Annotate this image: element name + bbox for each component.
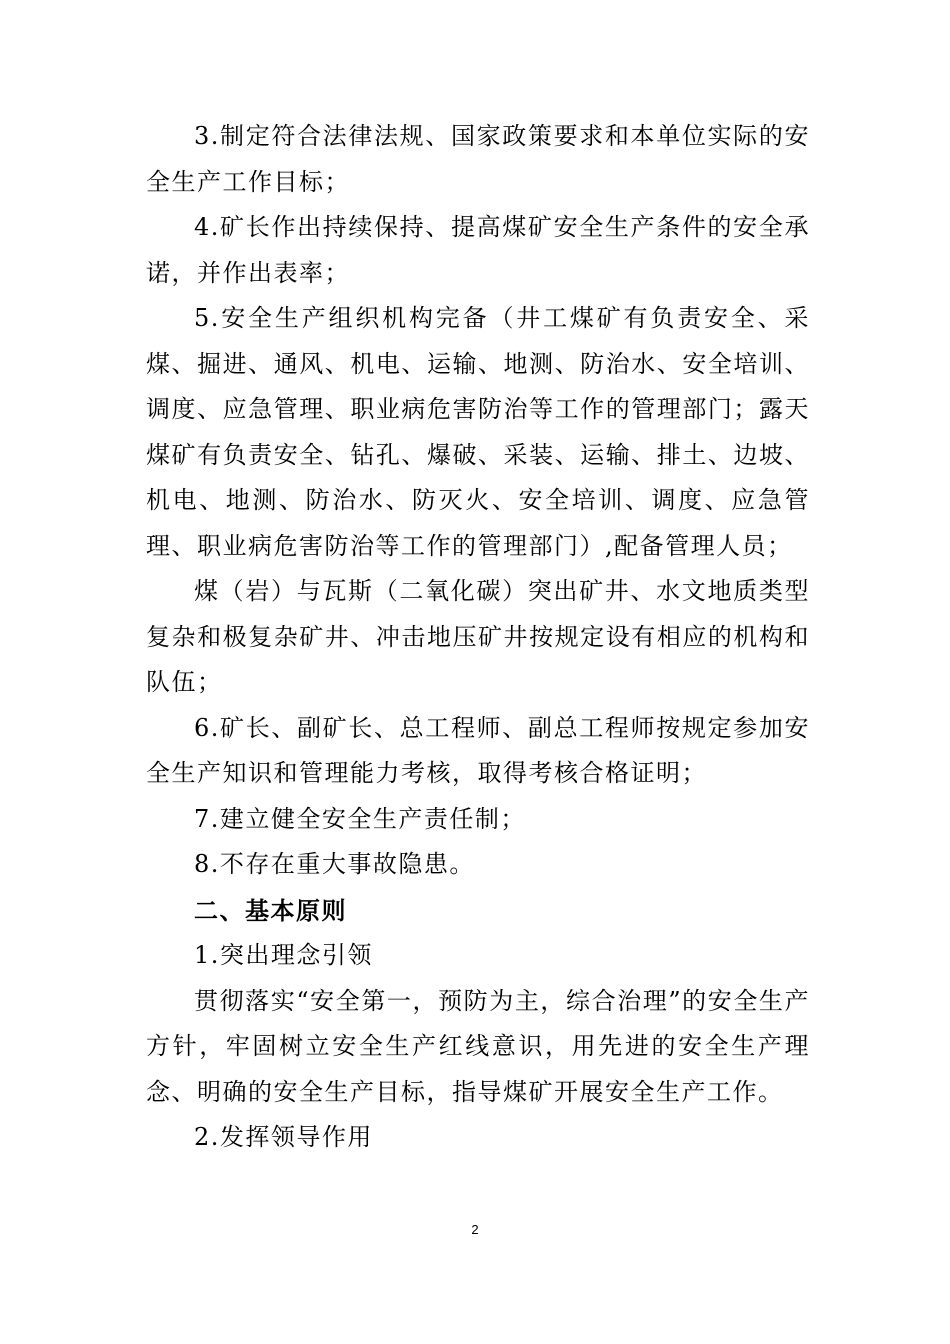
paragraph-item-6: 6.矿长、副矿长、总工程师、副总工程师按规定参加安全生产知识和管理能力考核，取得考核合格证明； [146, 713, 810, 787]
paragraph-item-8: 8.不存在重大事故隐患。 [194, 850, 475, 878]
document-body [146, 114, 810, 1161]
principle-2-title: 2.发挥领导作用 [194, 1123, 373, 1151]
principle-1-body: 贯彻落实“安全第一，预防为主，综合治理”的安全生产方针，牢固树立安全生产红线意识，用先进的安全生产理念、明确的安全生产目标，指导煤矿开展安全生产工作。 [146, 986, 810, 1106]
paragraph-item-4: 4.矿长作出持续保持、提高煤矿安全生产条件的安全承诺，并作出表率； [146, 213, 810, 287]
paragraph-item-3: 3.制定符合法律法规、国家政策要求和本单位实际的安全生产工作目标； [146, 122, 810, 196]
page-number: 2 [471, 1222, 479, 1237]
section-heading: 二、基本原则 [194, 895, 347, 925]
paragraph-outburst-mines: 煤（岩）与瓦斯（二氧化碳）突出矿井、水文地质类型复杂和极复杂矿井、冲击地压矿井按规定设有相应的机构和队伍； [146, 577, 810, 696]
paragraph-item-7: 7.建立健全安全生产责任制； [194, 804, 526, 833]
principle-1-title: 1.突出理念引领 [194, 941, 373, 969]
paragraph-item-5: 5.安全生产组织机构完备（井工煤矿有负责安全、采煤、掘进、通风、机电、运输、地测、防治水、安全培训、调度、应急管理、职业病危害防治等工作的管理部门；露天煤矿有负责安全、钻孔、爆破、采装、运输、排土、边坡、机电、地测、防治水、防灭火、安全培训、调度、应急管理、职业病危害防治等工作的管理部门）,配备管理人员； [146, 304, 810, 560]
